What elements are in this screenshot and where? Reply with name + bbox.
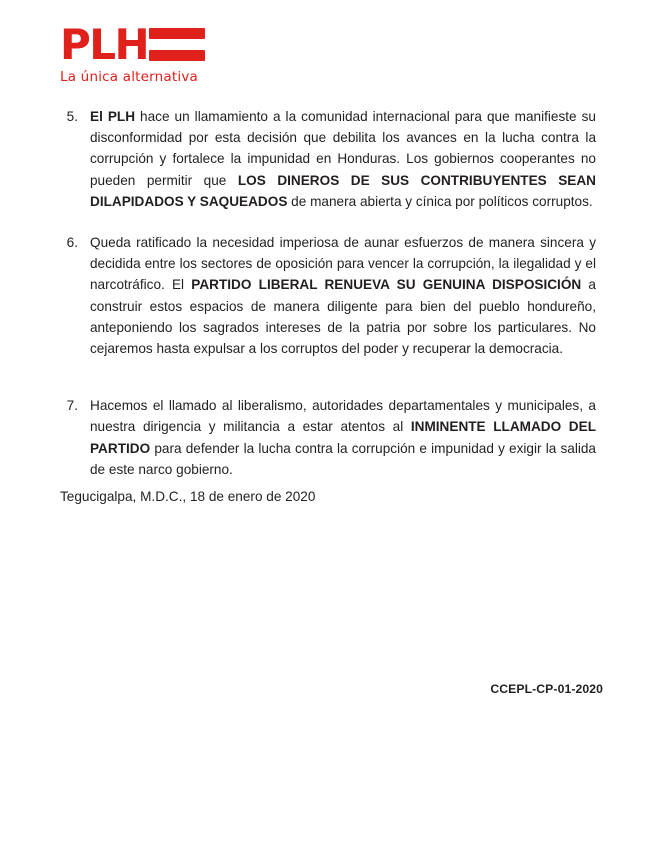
clause-number: 6. (66, 235, 78, 251)
logo-tagline: La única alternativa (60, 69, 199, 85)
clause-item (60, 106, 596, 212)
flag-bar-top (149, 28, 205, 39)
flag-bar-bottom (149, 50, 205, 61)
clause-text: Hacemos el llamado al liberalismo, autoridades departamentales y municipales, a nuestra dirigencia y militancia a estar atentos al INMINENTE LLAMADO DEL PARTIDO para defender la lucha contra la corrupción e impunidad y exigir la salida de este narco gobierno. (90, 398, 596, 477)
clause-item (60, 232, 596, 359)
clause-number: 5. (66, 109, 78, 124)
clause-item (60, 395, 596, 480)
logo (60, 20, 290, 69)
clause-number: 7. (66, 398, 78, 414)
clause-text: El PLH hace un llamamiento a la comunidad internacional para que manifieste su disconformidad por esta decisión que debilita los avances en la lucha contra la corrupción y fortalece la impunidad en Honduras. Los gobiernos cooperantes no pueden permitir que LOS DINEROS DE SUS CONTRIBUYENTES SEAN DILAPIDADOS Y SAQUEADOS de manera abierta y cínica por políticos corruptos. (90, 109, 597, 209)
flag-bars-icon (149, 28, 205, 65)
clause-text: Queda ratificado la necesidad imperiosa de aunar esfuerzos de manera sincera y decidida entre los sectores de oposición para vencer la corrupción, la ilegalidad y el narcotráfico. El PARTIDO LIBERAL RENUEVA SU GENUINA DISPOSICIÓN a construir estos espacios de manera diligente para bien del pueblo hondureño, anteponiendo los sagrados intereses de la patria por sobre los particulares. No cejaremos hasta expulsar a los corruptos del poder y recuperar la democracia. (90, 235, 596, 357)
logo-wordmark: PLH (60, 20, 149, 69)
letterhead (60, 22, 290, 88)
dateline: Tegucigalpa, M.D.C., 18 de enero de 2020 (60, 489, 316, 504)
document-reference: CCEPL-CP-01-2020 (490, 682, 603, 696)
document-body (60, 106, 596, 500)
